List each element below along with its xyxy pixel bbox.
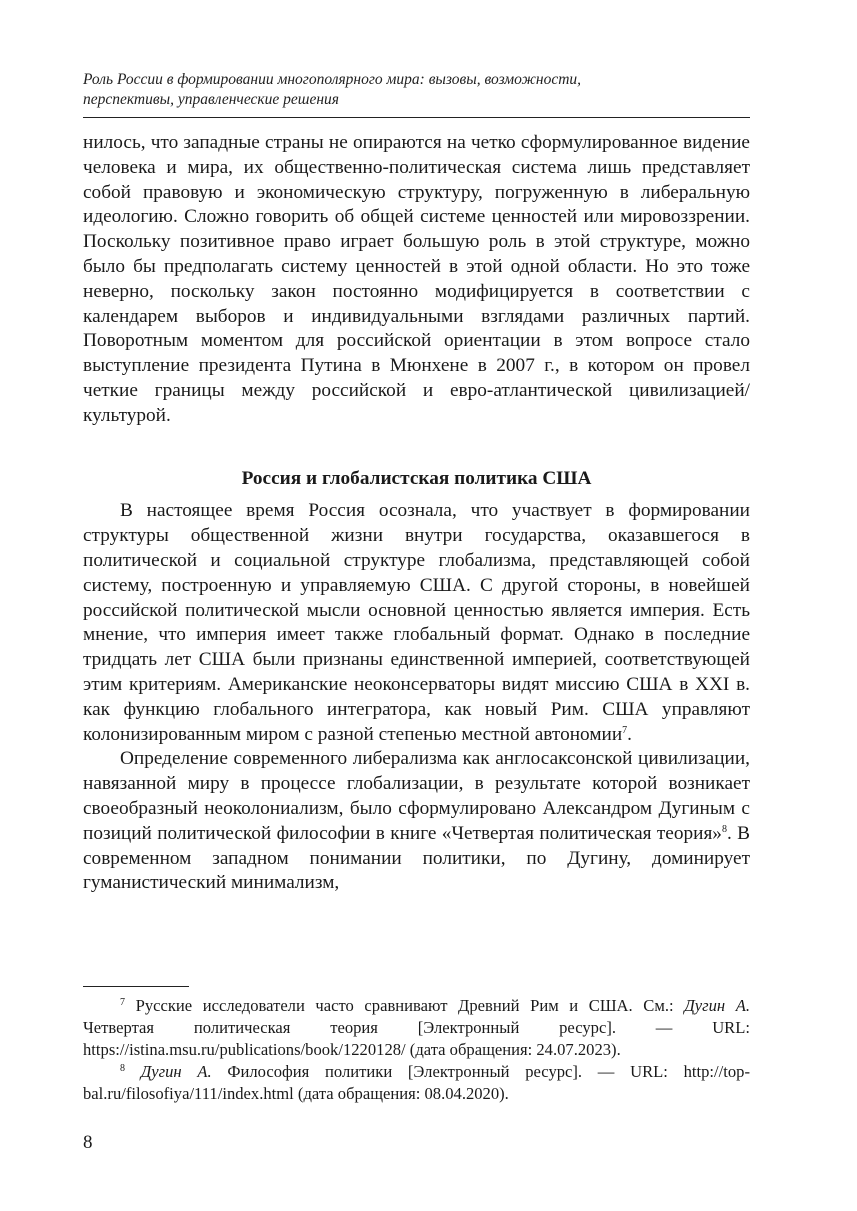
running-header-line-1: Роль России в формировании многополярного мира: вызовы, возможности,: [83, 71, 582, 88]
footnote-8-text-before: [125, 1062, 141, 1081]
footnotes: [83, 995, 750, 1105]
footnote-divider: [83, 986, 189, 987]
main-text: [83, 131, 750, 896]
footnote-7-mark: 7: [120, 997, 125, 1008]
header-divider: [83, 117, 750, 118]
footnote-7: [83, 995, 750, 1061]
footnote-8-text-after: Философия политики [Электронный ресурс]. — URL: http://top-bal.ru/filosofiya/111/index.html (дата обращения: 08.04.2020).: [83, 1062, 750, 1103]
footnote-8-mark: 8: [120, 1063, 125, 1074]
section-heading: Россия и глобалистская политика США: [241, 467, 592, 489]
running-header-line-2: перспективы, управленческие решения: [83, 91, 339, 108]
paragraph-1-end: .: [627, 723, 632, 745]
footnote-ref-7[interactable]: 7: [622, 724, 628, 736]
footnote-ref-8[interactable]: 8: [721, 823, 727, 835]
page-number: 8: [83, 1132, 93, 1153]
paragraph-1-text: В настоящее время Россия осознала, что участвует в формировании структуры общественной жизни внутри государства, оказавшегося в политической и социальной структуре глобализма, представляющей собой систему, построенную и управляемую США. С другой стороны, в новейшей российской политической мысли основной ценностью является империя. Есть мнение, что империя имеет также глобальный формат. Однако в последние тридцать лет США были признаны единственной империей, соответствующей этим критериям. Американские неоконсерваторы видят миссию США в XXI в. как функцию глобального интегратора, как новый Рим. США управляют колонизированным миром с разной степенью местной автономии: [83, 500, 750, 745]
running-header: [83, 70, 750, 110]
footnote-8: [83, 1061, 750, 1105]
document-page: [83, 0, 750, 1211]
paragraph-2-end: . В современном западном понимании политики, по Дугину, доминирует гуманистический минимализм,: [83, 822, 750, 894]
continued-paragraph: нилось, что западные страны не опираются на четко сформулированное видение человека и мира, их общественно-политическая система лишь представляет собой правовую и экономическую структуру, погруженную в либеральную идеологию. Сложно говорить об общей системе ценностей или мировоззрении. Поскольку позитивное право играет большую роль в этой структуре, можно было бы предполагать систему ценностей в этой одной области. Но это тоже неверно, поскольку закон постоянно модифицируется в соответствии с календарем выборов и индивидуальными взглядами различных партий. Поворотным моментом для российской ориентации в этом вопросе стало выступление президента Путина в Мюнхене в 2007 г., в котором он провел четкие границы между российской и евро-атлантической цивилизацией/культурой.: [83, 132, 750, 426]
paragraph-2-text: Определение современного либерализма как англосаксонской цивилизации, навязанной миру в процессе глобализации, в результате которой возникает своеобразный неоколониализм, было сформулировано Александром Дугиным с позиций политической философии в книге «Четвертая политическая теория»: [83, 748, 750, 844]
footnote-8-author: Дугин А.: [140, 1062, 212, 1081]
paragraph-2: [83, 747, 750, 896]
footnote-7-text-after: Четвертая политическая теория [Электронный ресурс]. — URL: https://istina.msu.ru/publications/book/1220128/ (дата обращения: 24.07.2023).: [83, 1018, 750, 1059]
footnote-7-author: Дугин А.: [684, 996, 751, 1015]
footnote-7-text-before: Русские исследователи часто сравнивают Древний Рим и США. См.:: [125, 996, 685, 1015]
paragraph-1: [83, 499, 750, 747]
